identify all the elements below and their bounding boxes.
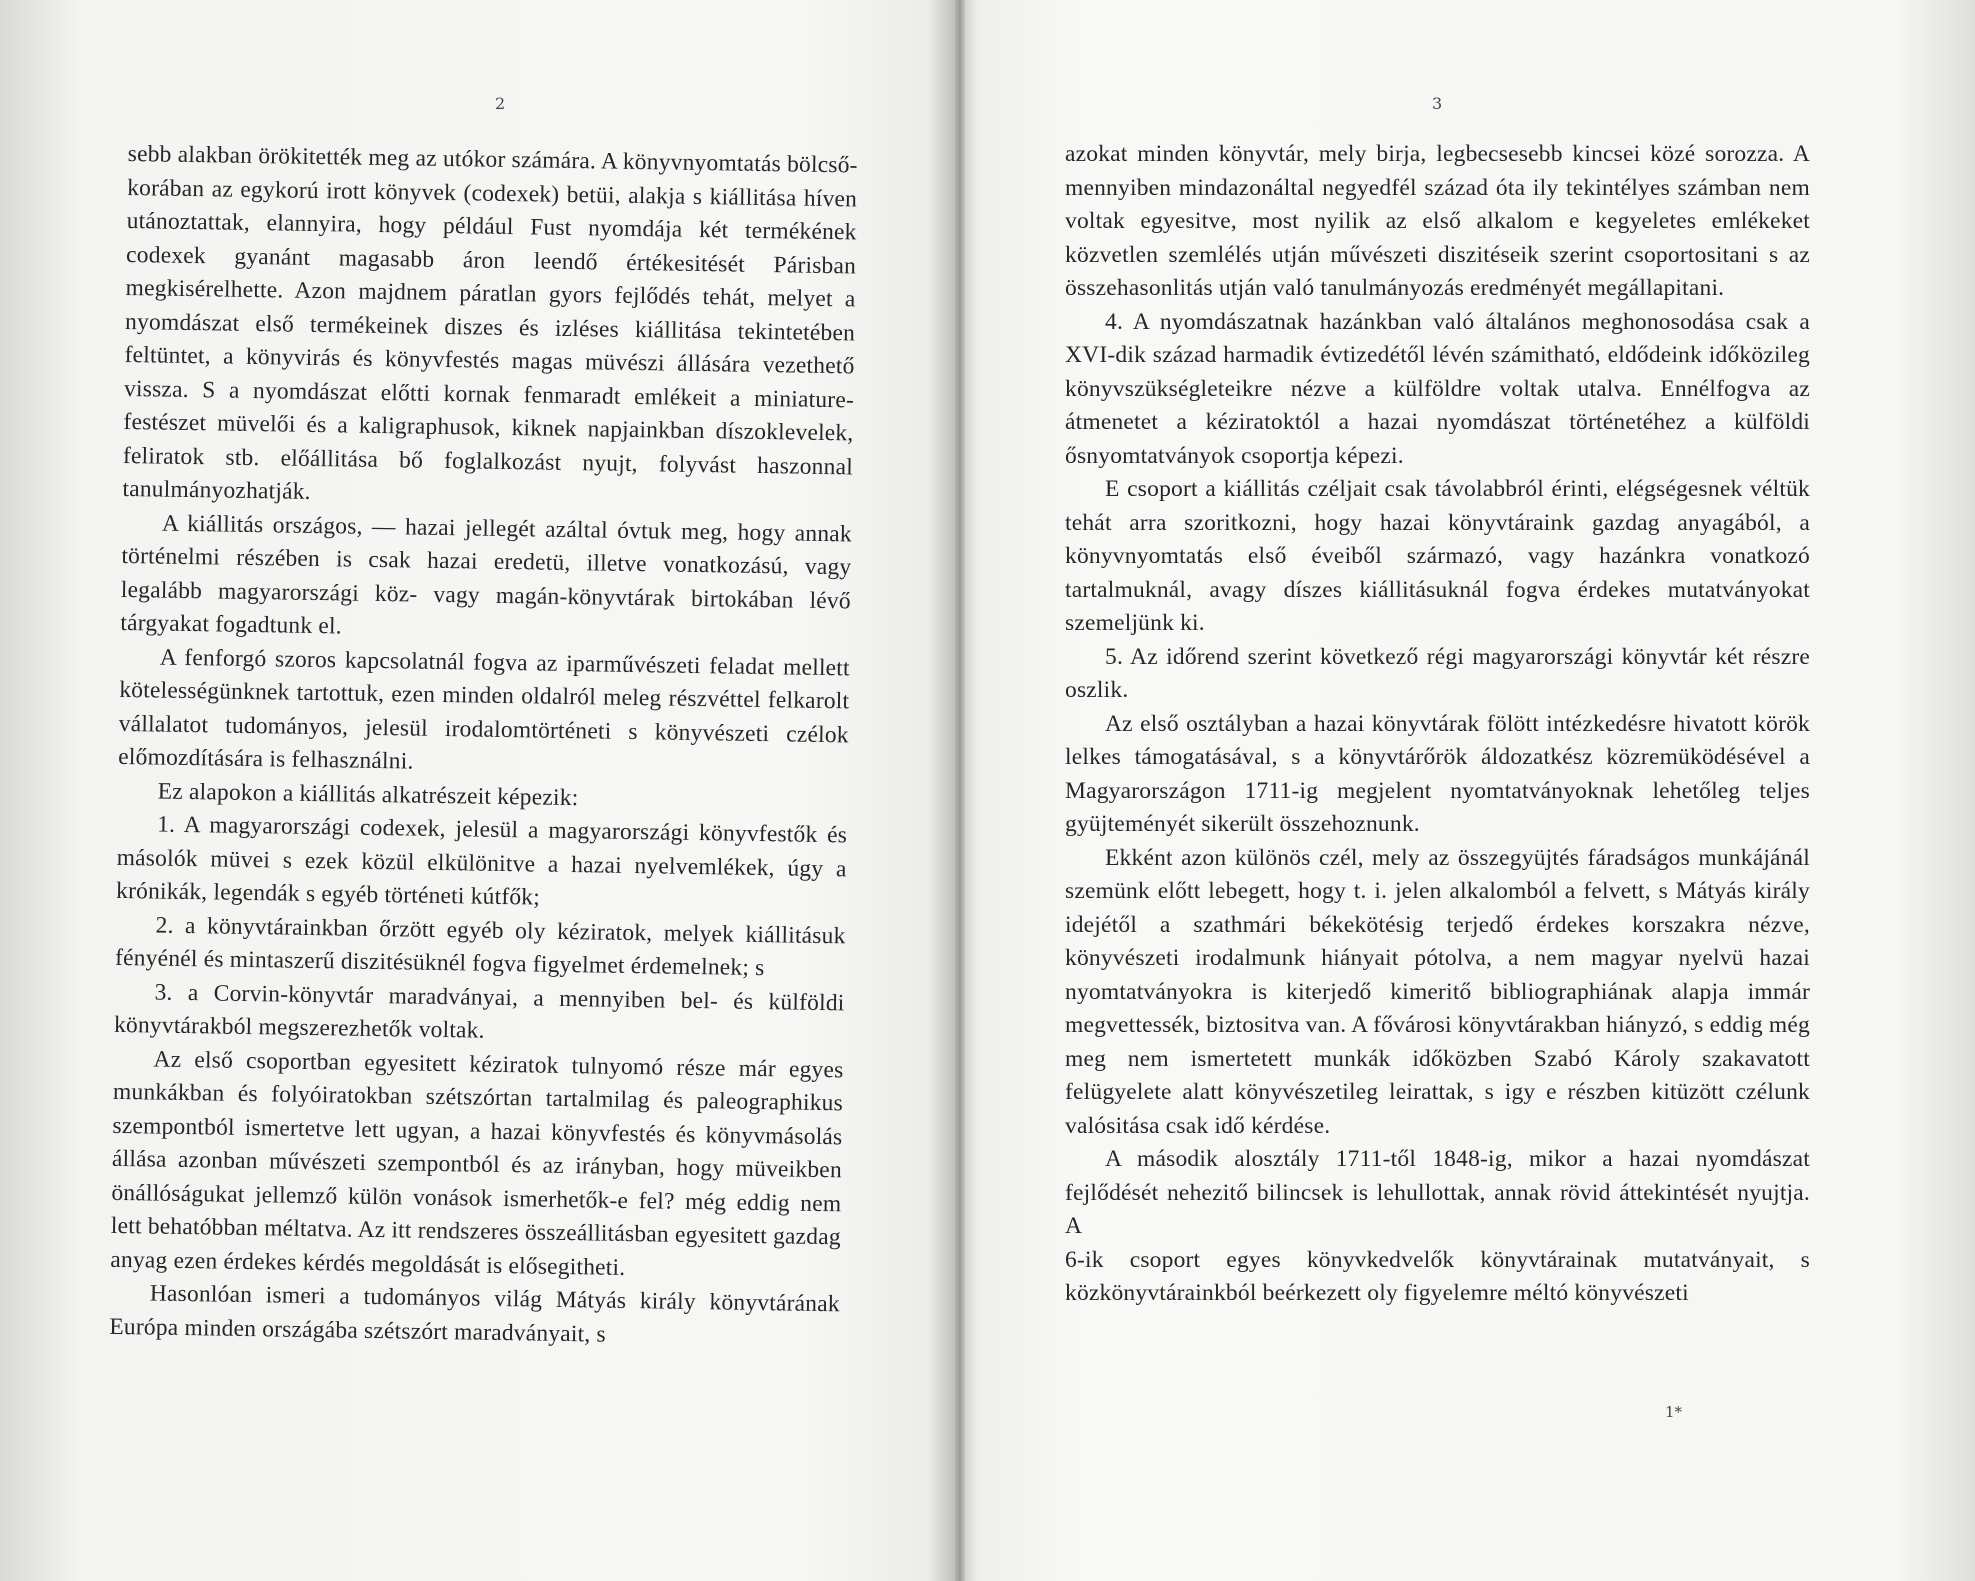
paragraph: Ez alapokon a kiállitás alkatrészeit képezik: [157,778,579,811]
paragraph: sebb alakban örökitették meg az utókor számára. A könyvnyomtatás bölcső-korában az egykorú irott könyvek (codexek) betüi, alakja s kiállitása híven utánoztattak, elannyira, hogy például Fust nyomdája két termékének codexek gyanánt magasabb áron leendő értékesitését Párisban megkisérelhette. Azon majdnem páratlan gyors fejlődés tehát, melyet a nyomdászat első termékeinek diszes és izléses kiállitása tekintetében feltüntet, a könyvirás és könyvfestés magas müvészi állására vezethető vissza. S a nyomdászat előtti kornak fenmaradt emlékeit a miniature-festészet müvelői és a kaligraphusok, kiknek napjainkban díszoklevelek, feliratok stb. előállitása bő foglalkozást nyujt, folyvást haszonnal tanulmányozhatják. [122,140,858,505]
book-gutter [955,0,965,1581]
list-item: 4. A nyomdászatnak hazánkban való általános meghonosodása csak a XVI-dik század harmadik évtizedétől lévén számitható, eldődeink időközileg könyvszükségleteikre nézve a külföldre voltak utalva. Ennélfogva az átmenetet a kéziratoktól a hazai nyomdászat történetéhez a külföldi ősnyomtatványok csoportja képezi. [1065,308,1810,469]
paragraph: azokat minden könyvtár, mely birja, legbecsesebb kincsei közé sorozza. A mennyiben mindazonáltal negyedfél század óta ily tekintélyes számban nem voltak egyesitve, most nyilik az első alkalom e kegyeletes emlékeket közvetlen szemlélés utján művészeti diszitéseik szerint csoportositani s az összehasonlitás utján való tanulmányozás eredményét megállapitani. [1065,141,1810,301]
right-page-text [1065,138,1810,1311]
paragraph: A fenforgó szoros kapcsolatnál fogva az iparművészeti feladat mellett kötelességünknek tartottuk, ezen minden oldalról meleg részvéttel felkarolt vállalatot tudományos, jelesül irodalomtörténeti s könyvészeti czélok előmozdítására is felhasználni. [118,644,850,775]
list-item: 1. A magyarországi codexek, jelesül a magyarországi könyvfestők és másolók müvei s ezek közül elkülönitve a hazai nyelvemlékek, úgy a krónikák, legendák s egyéb történeti kútfők; [115,811,848,911]
page-number: 2 [495,94,506,113]
paragraph: A második alosztály 1711-től 1848-ig, mikor a hazai nyomdászat fejlődését nehezitő bilincsek is lehullottak, annak rövid áttekintését nyujtja. A [1065,1146,1810,1239]
paragraph: 6-ik csoport egyes könyvkedvelők könyvtárainak mutatványait, s közkönyvtárainkból beérkezett oly figyelemre méltó könyvészeti [1065,1246,1810,1306]
page-number: 3 [1432,94,1443,113]
left-page-text [109,138,858,1355]
paragraph: Az első csoportban egyesitett kéziratok tulnyomó része már egyes munkákban és folyóiratokban szétszórtan tartalmilag és paleographikus szempontból ismertetve lett ugyan, a hazai könyvfestés és könyvmásolás állása azonban művészeti szempontból és az irányban, hogy müveikben önállóságukat jellemző külön vonások ismerhetők-e fel? még eddig nem lett behatóbban méltatva. Az itt rendszeres összeállitásban egyesitett gazdag anyag ezen érdekes kérdés megoldását is elősegitheti. [110,1046,844,1281]
list-item: 2. a könyvtárainkban őrzött egyéb oly kéziratok, melyek kiállitásuk fényénél és mintaszerű diszitésüknél fogva figyelmet érdemelnek; s [114,912,846,982]
list-item: 3. a Corvin-könyvtár maradványai, a mennyiben bel- és külföldi könyvtárakból megszerezhetők voltak. [113,979,845,1044]
paragraph: Az első osztályban a hazai könyvtárak fölött intézkedésre hivatott körök lelkes támogatásával, s a könyvtárőrök áldozatkész közremüködésével a Magyarországon 1711-ig megjelent nyomtatványoknak lehetőleg teljes gyüjteményét sikerült összehoznunk. [1065,710,1810,837]
left-page [0,0,955,1581]
paragraph: Hasonlóan ismeri a tudományos világ Mátyás király könyvtárának Európa minden országába szétszórt maradványait, s [109,1280,840,1348]
paragraph: Ekként azon különös czél, mely az összegyüjtés fáradságos munkájánál szemünk előtt lebegett, hogy t. i. jelen alkalomból a felvett, s Mátyás király idejétől a szathmári békekötésig terjedő érdekes korszakra nézve, könyvészeti irodalmunk hiányait pótolva, a nem magyar nyelvü hazai nyomtatványokra is kiterjedő kimeritő bibliographiának alapja immár megvettessék, biztositva van. A fővárosi könyvtárakban hiányzó, s eddig még meg nem ismertetett munkák időközben Szabó Károly szakavatott felügyelete alatt könyvészetileg leirattak, s igy e részben kitüzött czélunk valósitása csak idő kérdése. [1065,844,1810,1139]
paragraph: A kiállitás országos, — hazai jellegét azáltal óvtuk meg, hogy annak történelmi részében is csak hazai eredetü, illetve vonatkozású, vagy legalább magyarországi köz- vagy magán-könyvtárak birtokában lévő tárgyakat fogadtunk el. [120,510,853,640]
paragraph: E csoport a kiállitás czéljait csak távolabbról érinti, elégségesnek véltük tehát arra szoritkozni, hogy hazai könyvtáraink gazdag anyagából, a könyvnyomtatás első éveiből származó, vagy hazánkra vonatkozó tartalmuknál, avagy díszes kiállitásuknál fogva érdekes mutatványokat szemeljünk ki. [1065,476,1810,636]
signature-mark: 1* [1665,1403,1683,1421]
right-page [965,0,1975,1581]
list-item: 5. Az időrend szerint következő régi magyarországi könyvtár két részre oszlik. [1065,643,1810,703]
